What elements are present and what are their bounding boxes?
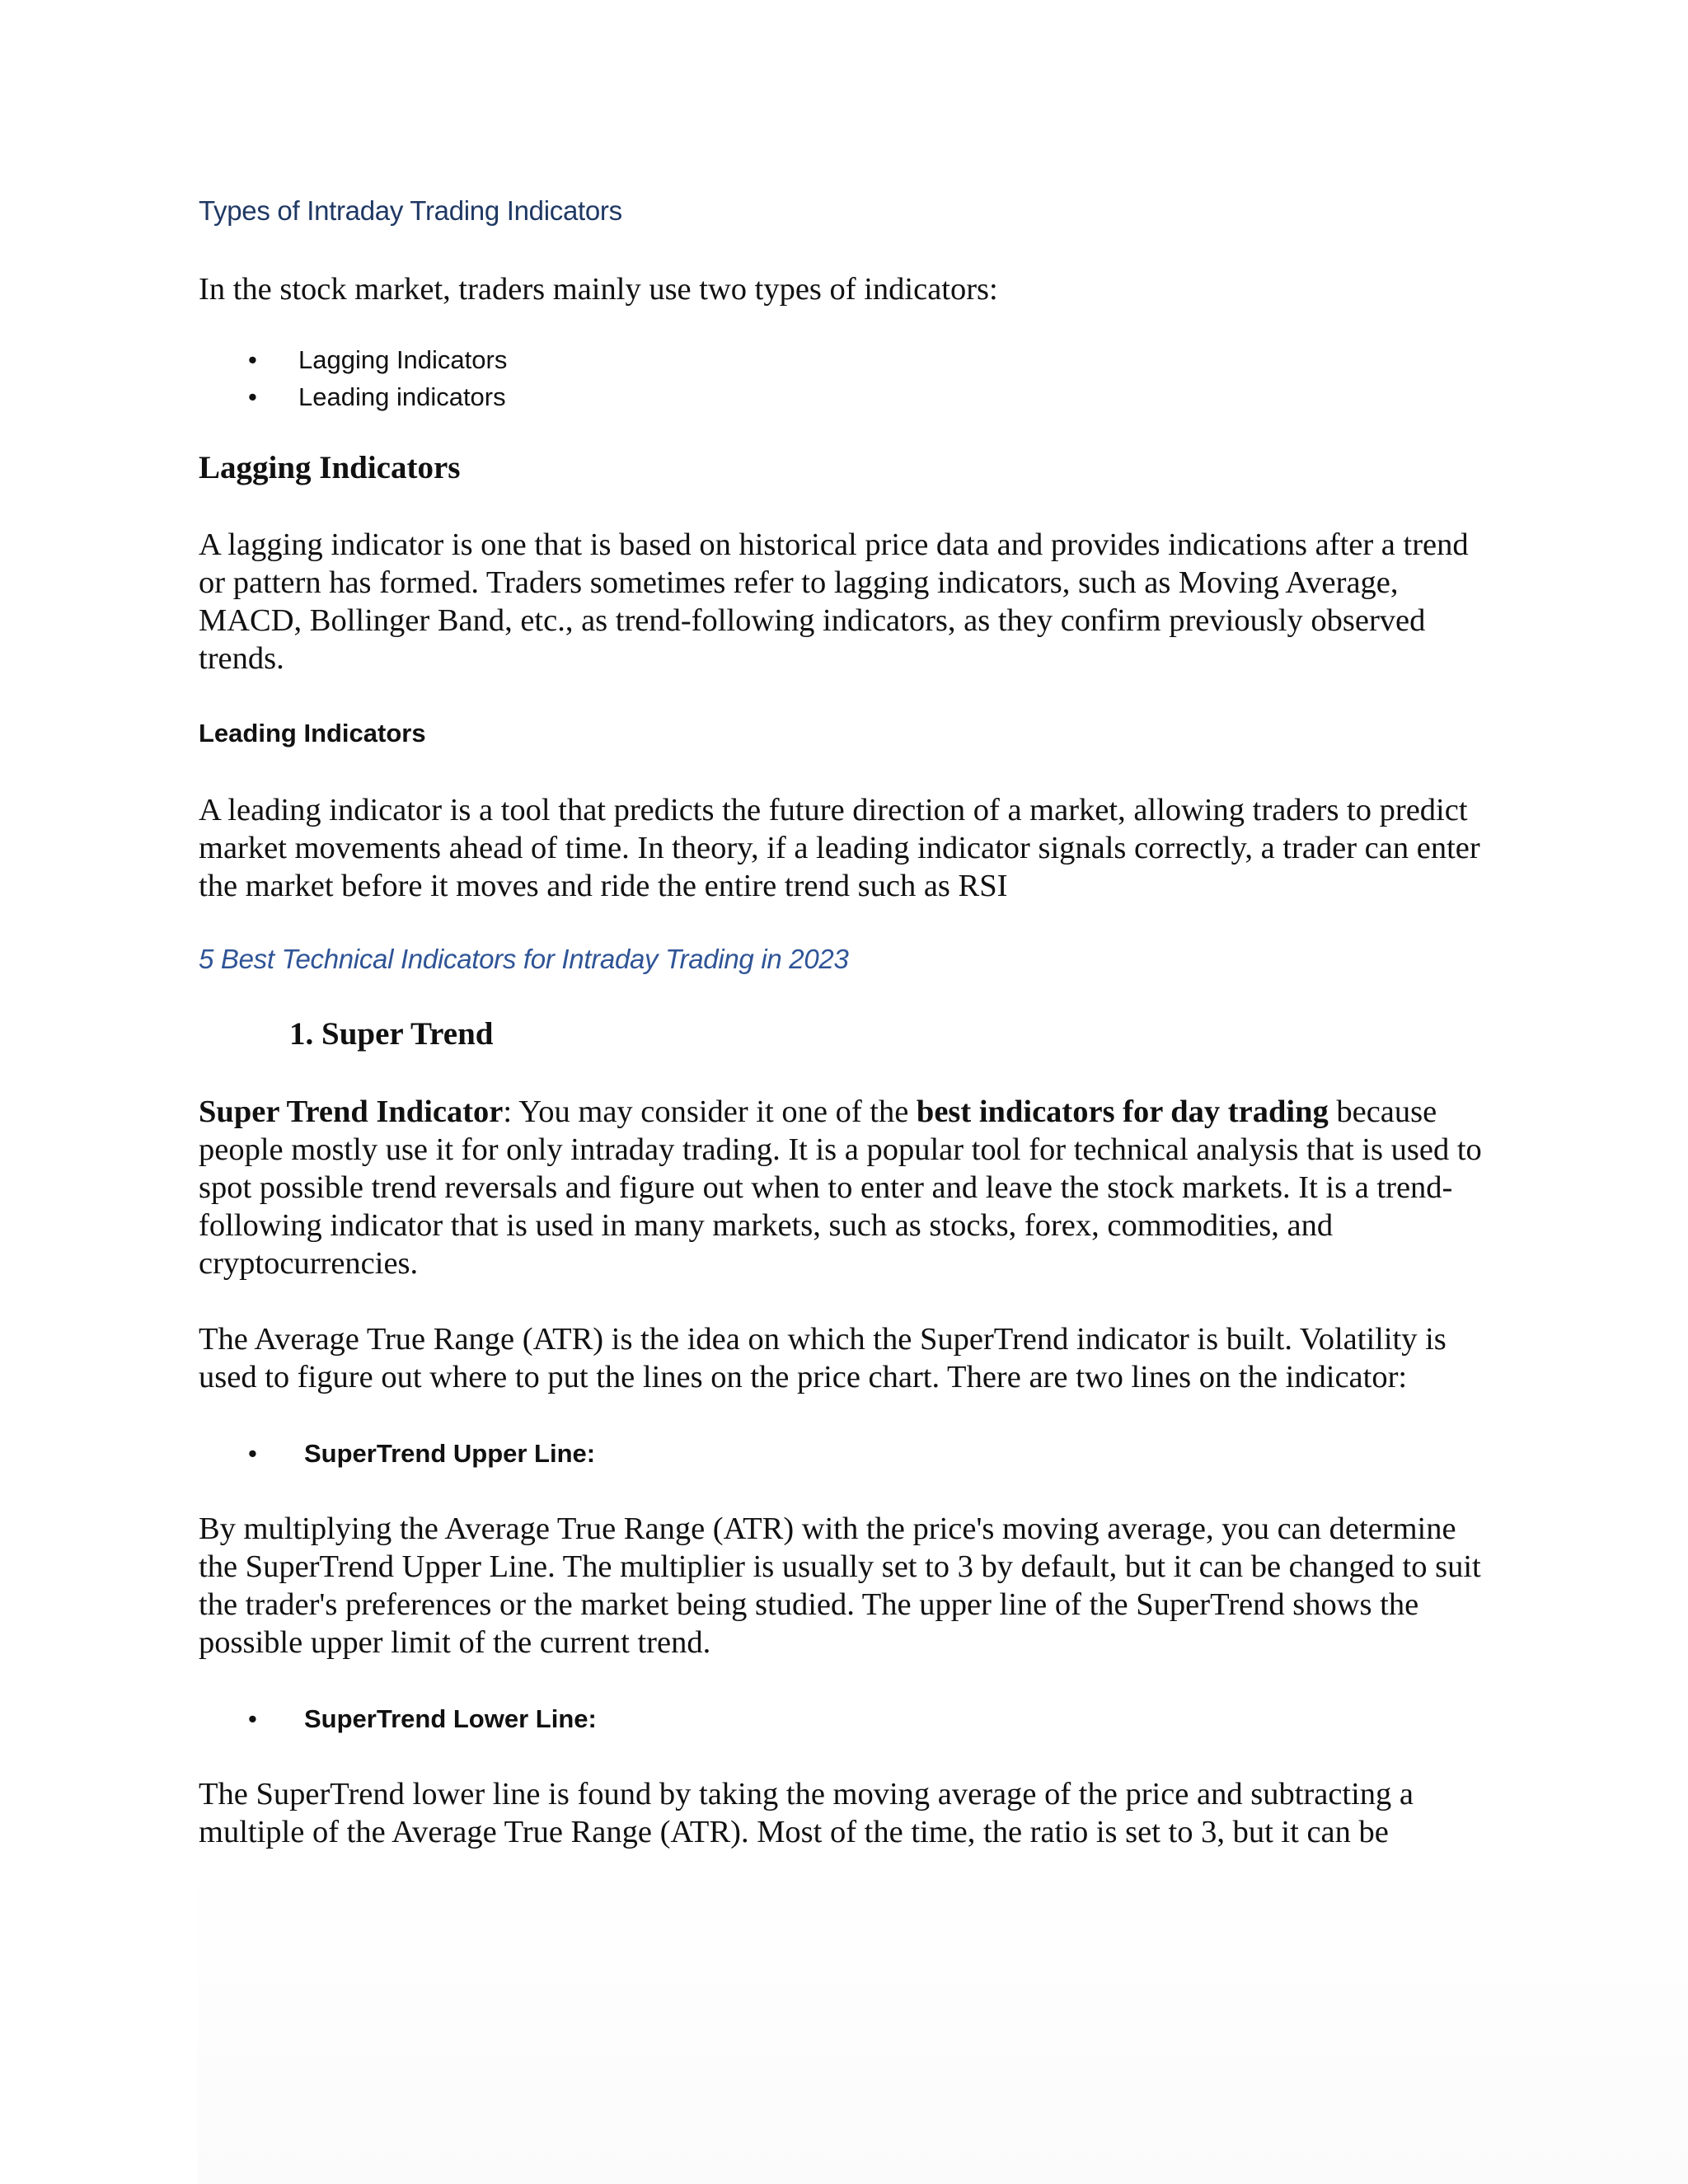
lower-line-paragraph: The SuperTrend lower line is found by taking the moving average of the price and subtracting a multiple of the Average True Range (ATR). Most of the time, the ratio is set to 3, but it can be	[199, 1777, 1414, 1849]
super-trend-emphasis: best indicators for day trading	[916, 1094, 1329, 1129]
section-heading: Types of Intraday Trading Indicators	[199, 195, 622, 226]
super-trend-intro-paragraph	[199, 1093, 1501, 1282]
lower-line-label: SuperTrend Lower Line:	[304, 1704, 597, 1733]
bullet-icon: •	[248, 382, 257, 411]
upper-line-paragraph: By multiplying the Average True Range (ATR) with the price's moving average, you can determine the SuperTrend Upper Line. The multiplier is usually set to 3 by default, but it can be changed to suit the trader's preferences or the market being studied. The upper line of the SuperTrend shows the possible upper limit of the current trend.	[199, 1511, 1481, 1660]
list-item	[199, 378, 1501, 415]
upper-line-label: SuperTrend Upper Line:	[304, 1439, 596, 1468]
bullet-icon: •	[248, 1704, 257, 1733]
document-content	[199, 193, 1501, 1851]
best-indicators-subtitle: 5 Best Technical Indicators for Intraday Trading in 2023	[199, 944, 849, 974]
leading-heading: Leading Indicators	[199, 719, 426, 748]
lagging-heading: Lagging Indicators	[199, 450, 461, 485]
lagging-paragraph: A lagging indicator is one that is based on historical price data and provides indications after a trend or pattern has formed. Traders sometimes refer to lagging indicators, such as Moving Average, MACD, Bollinger Band, etc., as trend-following indicators, as they confirm previously observed trends.	[199, 527, 1469, 676]
upper-line-bullet	[199, 1436, 1501, 1472]
leading-paragraph: A leading indicator is a tool that predicts the future direction of a market, allowing traders to predict market movements ahead of time. In theory, if a leading indicator signals correctly, a trader can enter the market before it moves and ride the entire trend such as RSI	[199, 793, 1480, 903]
list-item-label: Lagging Indicators	[298, 345, 508, 374]
list-item-label: Leading indicators	[298, 382, 506, 411]
bullet-icon: •	[248, 1439, 257, 1468]
page-bottom-shade	[198, 1846, 1688, 2184]
list-item	[199, 341, 1501, 378]
indicator-types-list	[199, 341, 1501, 415]
lower-line-bullet	[199, 1701, 1501, 1737]
intro-paragraph: In the stock market, traders mainly use two types of indicators:	[199, 272, 998, 307]
bullet-icon: •	[248, 345, 257, 374]
atr-paragraph: The Average True Range (ATR) is the idea on which the SuperTrend indicator is built. Volatility is used to figure out where to put the lines on the price chart. There are two lines on the indicator:	[199, 1322, 1447, 1394]
super-trend-heading: 1. Super Trend	[289, 1016, 494, 1052]
super-trend-term: Super Trend Indicator	[199, 1094, 504, 1129]
super-trend-intro-part2: because people mostly use it for only intraday trading. It is a popular tool for technical analysis that is used to spot possible trend reversals and figure out when to enter and leave the stock markets. It is a trend-following indicator that is used in many markets, such as stocks, forex, commodities, and cryptocurrencies.	[199, 1094, 1482, 1281]
super-trend-intro-part1: : You may consider it one of the	[503, 1094, 917, 1129]
